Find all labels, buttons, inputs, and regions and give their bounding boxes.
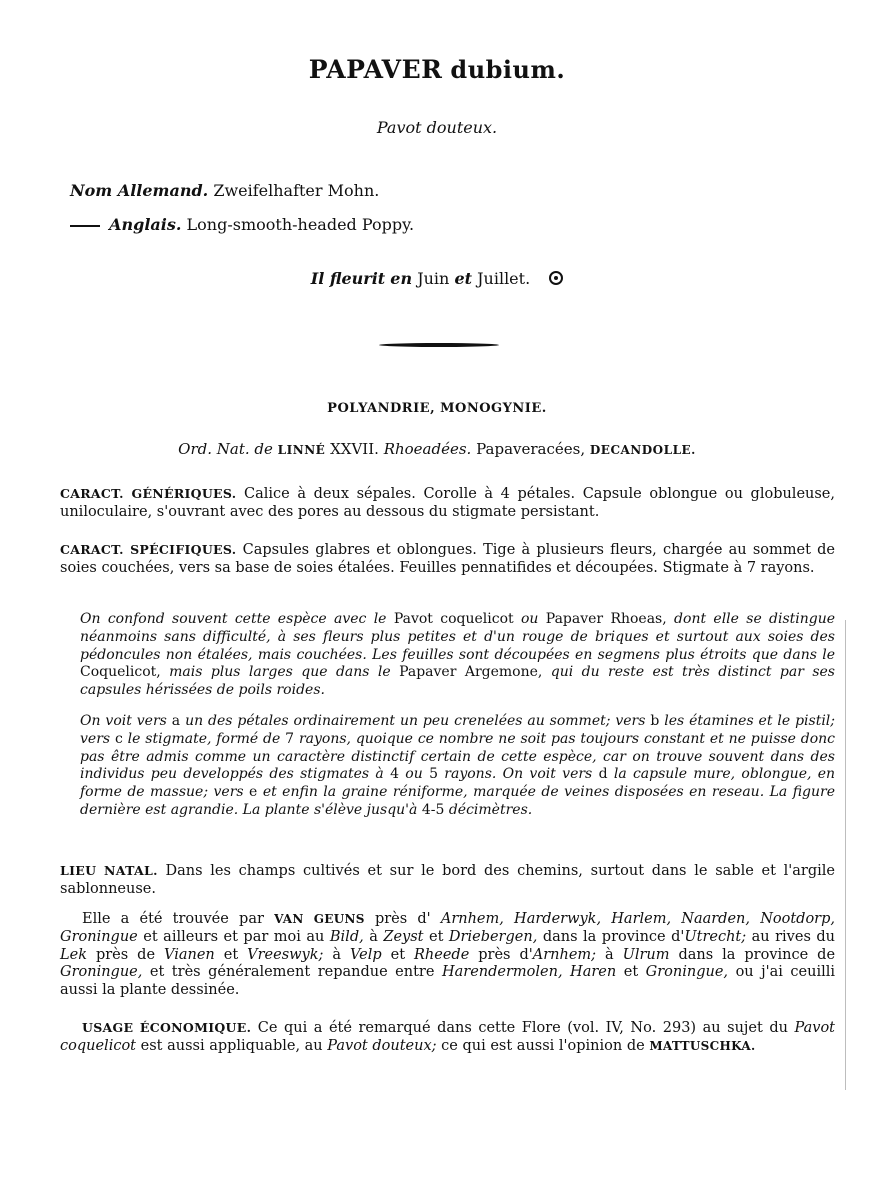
note2-num-4: 4 [390, 766, 399, 783]
found-text-g: à [369, 928, 378, 945]
note2-fig-c: c [114, 730, 123, 747]
note1-text-f: Coquelicot, [80, 664, 161, 681]
found-text-y: à [605, 946, 614, 963]
found-text-a: Elle a été trouvée par [82, 911, 264, 927]
flowering-text-1: Il fleurit [310, 269, 386, 288]
title-genus: PAPAVER [308, 55, 443, 84]
note2-fig-d: d [598, 766, 608, 783]
found-text-u: et [390, 946, 406, 963]
found-place-utrecht: Utrecht; [684, 928, 747, 945]
found-place-rheede: Rheede [414, 946, 470, 963]
note1-text-d: Papaver Rhoeas, [545, 611, 667, 627]
german-name: Zweifelhafter Mohn. [213, 181, 380, 200]
note2-fig-e: e [249, 784, 258, 801]
found-text-i: et [429, 928, 444, 945]
flowering-month-2: Juillet. [477, 269, 531, 288]
note2-text-s: décimètres. [448, 801, 533, 818]
ord-nat-linne: LINNÉ [277, 443, 326, 457]
note1-text-h: Papaver Argemone, [399, 664, 543, 681]
usage-text-d: Pavot douteux; [327, 1037, 437, 1054]
classification: POLYANDRIE, MONOGYNIE. [327, 401, 547, 416]
ord-nat-decandolle: DECANDOLLE. [589, 443, 696, 457]
ord-nat-rhoeadees: Rhoeadées. [383, 440, 472, 458]
title-species: dubium. [450, 55, 566, 84]
natural-order-line [0, 440, 874, 458]
note2-text-i: rayons, quoique ce nombre ne soit pas toujours constant et ne puisse donc pas être admis comme un caractère distinctif certain de cette espèce, car on trouve souvent dans des individus peu developpés des stigmates à [80, 730, 836, 783]
ord-nat-label: Ord. Nat. [178, 440, 250, 458]
note2-text-g: le stigmate, formé de [127, 730, 281, 747]
found-place-ulrum: Ulrum [622, 946, 670, 963]
found-place-zeyst: Zeyst [383, 928, 424, 945]
economic-use [60, 1019, 835, 1056]
note1-text-c: ou [520, 611, 539, 627]
note-comparison [80, 611, 835, 700]
lieu-heading: LIEU NATAL. [60, 863, 158, 878]
found-place-vreeswyk: Vreeswyk; [247, 946, 324, 963]
ord-nat-de: de [254, 440, 273, 458]
usage-heading: USAGE ÉCONOMIQUE. [82, 1020, 252, 1035]
german-label: Nom Allemand. [70, 181, 209, 200]
found-text-m: au rives du [751, 928, 836, 945]
note2-fig-b: b [650, 713, 660, 729]
found-text-aa: dans la province de [678, 946, 836, 963]
note2-num-7: 7 [285, 730, 295, 747]
note-figures [80, 713, 835, 820]
note2-num-height: 4-5 [421, 801, 445, 818]
page-edge-line [845, 620, 846, 1090]
found-places-2: Harendermolen, Haren [441, 964, 617, 981]
found-text-ae: et [623, 964, 639, 981]
localities [60, 911, 835, 1000]
found-place-vianen: Vianen [164, 946, 215, 963]
flowering-text-2: en [390, 269, 413, 288]
annual-symbol-icon [549, 271, 563, 285]
specific-characters [60, 541, 835, 578]
english-name: Long-smooth-headed Poppy. [186, 215, 415, 234]
note1-text-b: Pavot coquelicot [393, 611, 514, 627]
specific-text: Capsules glabres et oblongues. Tige à plusieurs fleurs, chargée au sommet de soies couchées, vers sa base de soies étalées. Feuilles pennatifides et découpées. Stigmate à 7 rayons. [60, 542, 835, 576]
usage-text-a: Ce qui a été remarqué dans cette Flore (vol. IV, No. 293) au sujet du [257, 1020, 788, 1036]
lieu-text: Dans les champs cultivés et sur le bord des chemins, surtout dans le sable et l'argile sablonneuse. [60, 863, 836, 897]
english-name-line [70, 208, 414, 242]
generic-text: Calice à deux sépales. Corolle à 4 pétales. Capsule oblongue ou globuleuse, uniloculaire, s'ouvrant avec des pores au dessous du stigmate persistant. [60, 486, 835, 520]
found-place-driebergen: Driebergen, [448, 928, 538, 945]
specific-heading: CARACT. SPÉCIFIQUES. [60, 542, 237, 557]
flowering-text-3: et [454, 269, 473, 288]
note2-text-m: rayons. On voit vers [444, 766, 593, 783]
found-text-c: près d' [374, 911, 431, 927]
note2-text-a: On voit vers [80, 713, 167, 729]
native-habitat [60, 862, 835, 899]
found-text-o: près de [95, 946, 156, 963]
flowering-line [0, 269, 874, 288]
found-place-groningue-2: Groningue, [645, 964, 729, 981]
note1-text-a: On confond souvent cette espèce avec le [80, 611, 387, 627]
ord-nat-number: XXVII. [330, 440, 379, 458]
found-text-w: près d' [478, 946, 533, 963]
found-text-s: à [332, 946, 342, 963]
generic-heading: CARACT. GÉNÉRIQUES. [60, 486, 237, 501]
found-place-bild: Bild, [329, 928, 364, 945]
note2-text-q: et enfin la graine réniforme, marquée de veines disposées en reseau. La figure dernière est agrandie. La plante s'élève jusqu'à [80, 784, 836, 818]
note2-text-c: un des pétales ordinairement un peu crenelées au sommet; vers [185, 713, 646, 729]
english-label: Anglais. [109, 215, 182, 234]
found-places-1: Arnhem, Harderwyk, Harlem, Naarden, Nootdorp, Groningue [60, 911, 835, 945]
note1-text-e: dont elle se distingue néanmoins sans difficulté, à ses fleurs plus petites et d'un rouge de briques et surtout aux soies des pédoncules non étalées, mais couchées. Les feuilles sont découpées en segmens plus étroits que dans le [80, 611, 836, 663]
flowering-month-1: Juin [417, 269, 450, 288]
found-place-arnhem: Arnhem; [532, 946, 597, 963]
usage-text-b: Pavot coquelicot [60, 1020, 836, 1054]
page-subtitle: Pavot douteux. [376, 118, 498, 137]
note1-text-g: mais plus larges que dans le [169, 664, 391, 681]
found-text-ag: ou j'ai ceuilli aussi la plante dessinée. [60, 964, 836, 999]
usage-text-e: ce qui est aussi l'opinion de [441, 1037, 645, 1054]
note2-text-o: la capsule mure, oblongue, en forme de massue; vers [80, 766, 836, 801]
common-names [70, 174, 414, 242]
german-name-line [70, 174, 414, 208]
ord-nat-papaveracees: Papaveracées, [476, 440, 586, 458]
found-text-k: dans la province d' [542, 928, 685, 945]
note2-text-e: les étamines et le pistil; vers [80, 713, 835, 747]
found-text-e: et ailleurs et par moi au [143, 928, 325, 945]
found-text-q: et [223, 946, 239, 963]
note1-text-i: qui du reste est très distinct par ses capsules hérissées de poils roides. [80, 664, 835, 699]
found-place-lek: Lek [60, 946, 87, 963]
note2-fig-a: a [171, 713, 181, 729]
note2-num-5: 5 [429, 766, 438, 783]
note2-text-k: ou [405, 766, 423, 783]
usage-text-c: est aussi appliquable, au [140, 1037, 323, 1054]
usage-author: MATTUSCHKA. [649, 1038, 756, 1053]
found-place-velp: Velp [350, 946, 382, 963]
ornamental-rule [379, 343, 499, 347]
generic-characters [60, 485, 835, 522]
found-text-ac: et très généralement repandue entre [149, 964, 435, 981]
ditto-dash [70, 225, 100, 227]
found-place-groningue: Groningue, [60, 964, 143, 981]
found-collector: VAN GEUNS [274, 912, 365, 926]
page-title [0, 55, 874, 85]
